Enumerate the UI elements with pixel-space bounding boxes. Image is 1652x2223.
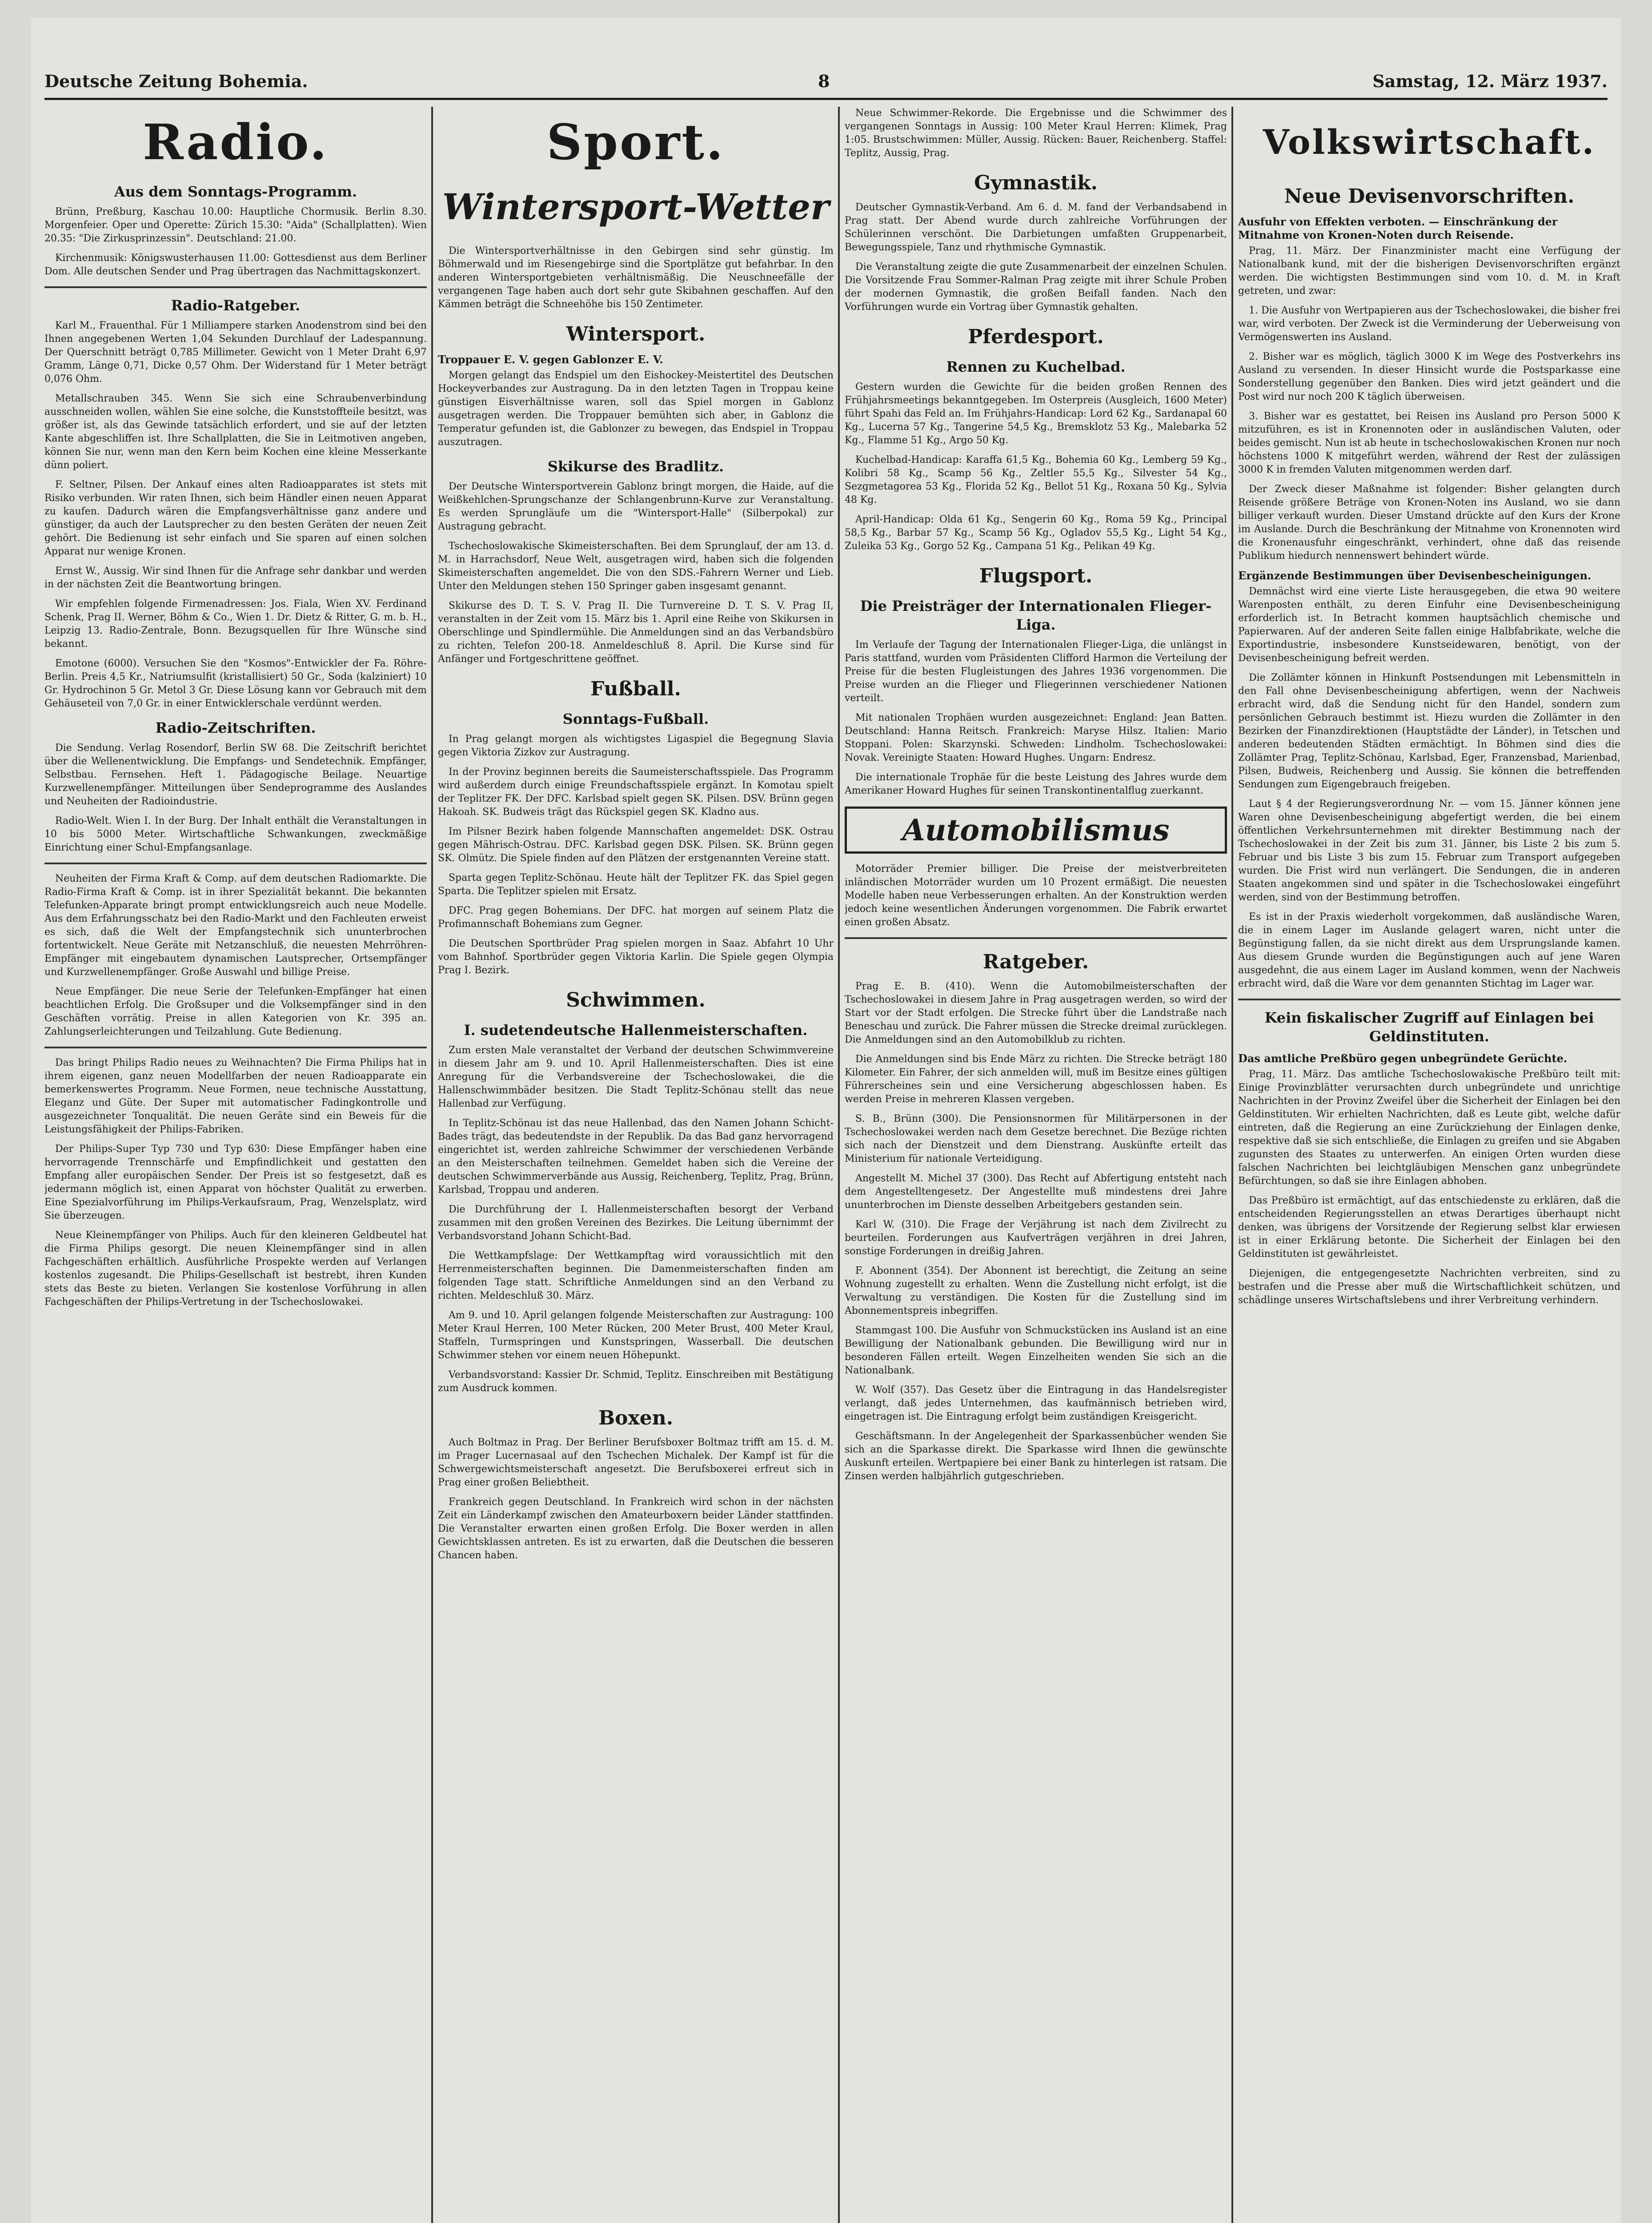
heading-kuchelbad-races: Rennen zu Kuchelbad. — [946, 358, 1126, 375]
article-text: Die internationale Trophäe für die beste Leistung des Jahres wurde dem Amerikaner Howard Hughes für seinen Transkontinentalflug zuerkannt. — [845, 772, 1227, 796]
heading-flyer-league: Die Preisträger der Internationalen Flieger-Liga. — [860, 598, 1212, 633]
article-text: Angestellt M. Michel 37 (300). Das Recht auf Abfertigung entsteht nach dem Angestelltengesetz. Der Angestellte muß mindestens drei Jahre ununterbrochen im Dienste desselben Arbeitgebers gestanden sein. — [845, 1173, 1227, 1211]
subheading-press-office: Das amtliche Preßbüro gegen unbegründete Gerüchte. — [1238, 1052, 1568, 1065]
heading-ski-courses: Skikurse des Bradlitz. — [547, 458, 724, 475]
heading-horse-sport: Pferdesport. — [968, 325, 1104, 348]
divider — [44, 863, 427, 864]
article-text: Der Zweck dieser Maßnahme ist folgender: Bisher gelangten durch Reisende größere Beträge von Kronen-Noten ins Ausland, wo sie dann billiger verkauft wurden. Dieser Umstand drückte auf den Kurs der Krone im Auslande. Durch die Beschränkung der Mitnahme von Kronennoten wird die Kronenausfuhr eingeschränkt, verhindert, ohne daß das reisende Publikum hiedurch nennenswert behindert würde. — [1238, 484, 1620, 562]
article-text: Stammgast 100. Die Ausfuhr von Schmuckstücken ins Ausland ist an eine Bewilligung der Nationalbank gebunden. Die Bewilligung wird nur in besonderen Fällen erteilt. Wegen Einzelheiten wenden Sie sich an die Nationalbank. — [845, 1325, 1227, 1376]
article-text: Prag E. B. (410). Wenn die Automobilmeisterschaften der Tschechoslowakei in diesem Jahre in Prag ausgetragen werden, so wird der Start vor der Stadt erfolgen. Die Strecke führt über die Landstraße nach Beneschau und zurück. Die Fahrer müssen die Strecke dreimal zurücklegen. Die Anmeldungen sind an den Automobilklub zu richten. — [845, 981, 1227, 1045]
article-text: Zum ersten Male veranstaltet der Verband der deutschen Schwimmvereine in diesem Jahr am 9. und 10. April Hallenmeisterschaften. Dies ist eine Anregung für die Verbandsvereine der Tschechoslowakei, die die Hallenschwimmbäder besitzen. Die Stadt Teplitz-Schönau stellt das neue Hallenbad zur Verfügung. — [438, 1045, 834, 1109]
article-text: Neuheiten der Firma Kraft & Comp. auf dem deutschen Radiomarkte. Die Radio-Firma Kraft & Comp. ist in ihrer Spezialität bekannt. Die bekannten Telefunken-Apparate bringt prompt entwicklungsreich auch neue Modelle. Aus dem Erfahrungsschatz bei den Radio-Markt und den Fachleuten erweist es sich, daß die Welt der Empfangstechnik sich ununterbrochen fortentwickelt. Neue Geräte mit Netzanschluß, die neuesten Mehrröhren-Empfänger mit eingebautem dynamischen Lautsprecher, Ortsempfänger und Kurzwellenempfänger. Große Auswahl und billige Preise. — [44, 873, 427, 978]
heading-winter-sport: Wintersport. — [566, 323, 706, 345]
article-text: Es ist in der Praxis wiederholt vorgekommen, daß ausländische Waren, die in einem Lager im Auslande gelagert waren, nicht unter die Begünstigung fallen, da sie nicht direkt aus dem Ursprungslande kamen. Aus diesem Grunde wurden die Begünstigungen auch auf jene Waren ausgedehnt, die aus einem Lager im Ausland kommen, wenn der Nachweis erbracht wird, daß die Ware vor dem genannten Stichtag im Lager war. — [1238, 911, 1620, 989]
column-rule — [838, 107, 840, 2223]
column-sport — [438, 107, 834, 2223]
divider — [44, 1047, 427, 1048]
article-text: Geschäftsmann. In der Angelegenheit der Sparkassenbücher wenden Sie sich an die Sparkasse direkt. Die Sparkasse wird Ihnen die gewünschte Auskunft erteilen. Wertpapiere bei einer Bank zu hinterlegen ist ratsam. Die Zinsen werden halbjährlich gutgeschrieben. — [845, 1431, 1227, 1482]
article-text: Wir empfehlen folgende Firmenadressen: Jos. Fiala, Wien XV. Ferdinand Schenk, Prag II. Werner, Böhm & Co., Wien 1. Dr. Dietz & Ritter, G. m. b. H., Leipzig 13. Radio-Zentrale, Bonn. Bezugsquellen für Ihre Wünsche sind bekannt. — [44, 598, 427, 650]
section-title-economy: Volkswirtschaft. — [1263, 122, 1596, 162]
header-page-number: 8 — [818, 71, 830, 91]
heading-sunday-football: Sonntags-Fußball. — [562, 710, 709, 727]
article-text: Die Durchführung der I. Hallenmeisterschaften besorgt der Verband zusammen mit den großen Vereinen des Bezirkes. Die Leitung übernimmt der Verbandsvorstand Johann Schicht-Bad. — [438, 1204, 834, 1242]
article-text: Die Veranstaltung zeigte die gute Zusammenarbeit der einzelnen Schulen. Die Vorsitzende Frau Sommer-Ralman Prag zeigte mit ihrer Schule Proben der modernen Gymnastik, die großen Beifall fanden. Nach den Vorführungen wurde ein Vortrag über Gymnastik gehalten. — [845, 261, 1227, 313]
heading-no-fiscal-access: Kein fiskalischer Zugriff auf Einlagen bei Geldinstituten. — [1264, 1009, 1594, 1045]
article-text: Neue Kleinempfänger von Philips. Auch für den kleineren Geldbeutel hat die Firma Philips gesorgt. Die neuen Kleinempfänger sind in allen Fachgeschäften erhältlich. Ausführliche Prospekte werden auf Verlangen kostenlos zugesandt. Die Philips-Gesellschaft ist bestrebt, ihren Kunden stets das Beste zu bieten. Verlangen Sie kostenlose Vorführung in allen Fachgeschäften der Philips-Vertretung in der Tschechoslowakei. — [44, 1230, 427, 1308]
article-text: Kirchenmusik: Königswusterhausen 11.00: Gottesdienst aus dem Berliner Dom. Alle deutschen Sender und Prag übertragen das Nachmittagskonzert. — [44, 253, 427, 277]
article-text: Sparta gegen Teplitz-Schönau. Heute hält der Teplitzer FK. das Spiel gegen Sparta. Die Teplitzer spielen mit Ersatz. — [438, 872, 834, 897]
article-text: DFC. Prag gegen Bohemians. Der DFC. hat morgen auf seinem Platz die Profimannschaft Bohemians zum Gegner. — [438, 905, 834, 930]
header-paper-name: Deutsche Zeitung Bohemia. — [44, 71, 308, 91]
article-text: Karl M., Frauenthal. Für 1 Milliampere starken Anodenstrom sind bei den Ihnen angegebenen Werten 1,04 Sekunden Durchlauf der Ladespannung. Der Querschnitt beträgt 0,785 Millimeter. Gewicht von 1 Meter Draht 6,97 Gramm, Länge 0,71, Dicke 0,57 Ohm. Der Widerstand für 1 Meter beträgt 0,076 Ohm. — [44, 320, 427, 385]
article-text: Prag, 11. März. Das amtliche Tschechoslowakische Preßbüro teilt mit: Einige Provinzblätter verursachten durch unbegründete und unrichtige Nachrichten in der Provinz Zweifel über die Sicherheit der Einlagen bei den Geldinstituten. Wir erhielten Nachrichten, daß es Leute gibt, welche dafür eintreten, daß die Regierung an eine Zurückziehung der Einlagen denke, respektive daß sie sich entschließe, die Einlagen zu greifen und sie Abgaben zugunsten des Staates zu unterwerfen. An einigen Orten wurden diese falschen Nachrichten bei leichtgläubigen Menschen ganz unbegründete Befürchtungen, so daß sie ihre Einlagen abhoben. — [1238, 1069, 1620, 1187]
article-text: In Prag gelangt morgen als wichtigstes Ligaspiel die Begegnung Slavia gegen Viktoria Zizkov zur Austragung. — [438, 734, 834, 758]
heading-winter-weather: Wintersport-Wetter — [442, 186, 830, 228]
article-text: Verbandsvorstand: Kassier Dr. Schmid, Teplitz. Einschreiben mit Bestätigung zum Ausdruck kommen. — [438, 1369, 834, 1394]
article-text: Im Pilsner Bezirk haben folgende Mannschaften angemeldet: DSK. Ostrau gegen Mährisch-Ostrau. DFC. Karlsbad gegen DSK. Pilsen. SK. Brünn gegen SK. Olmütz. Die Spiele finden auf den Plätzen der erstgenannten Vereine statt. — [438, 826, 834, 864]
article-text: Kuchelbad-Handicap: Karaffa 61,5 Kg., Bohemia 60 Kg., Lemberg 59 Kg., Kolibri 58 Kg., Scamp 56 Kg., Zeltler 55,5 Kg., Silvester 54 Kg., Sezgmetagorea 53 Kg., Florida 52 Kg., Bellot 51 Kg., Roxana 50 Kg., Sylvia 48 Kg. — [845, 454, 1227, 506]
article-text: Tschechoslowakische Skimeisterschaften. Bei dem Sprunglauf, der am 13. d. M. in Harrachsdorf, Neue Welt, ausgetragen wird, haben sich die folgenden Skimeisterschaften angemeldet. Die von den SDS.-Fahrern Werner und Lieb. Unter den Meldungen stehen 150 Springer gaben insgesamt genannt. — [438, 541, 834, 592]
heading-currency-rules: Neue Devisenvorschriften. — [1284, 185, 1575, 208]
heading-hall-championships: I. sudetendeutsche Hallenmeisterschaften. — [464, 1022, 808, 1039]
article-text: Ernst W., Aussig. Wir sind Ihnen für die Anfrage sehr dankbar und werden in der nächsten Zeit die Beantwortung bringen. — [44, 566, 427, 590]
running-header — [44, 67, 1608, 100]
heading-swimming: Schwimmen. — [566, 989, 706, 1011]
article-text: W. Wolf (357). Das Gesetz über die Eintragung in das Handelsregister verlangt, daß jedes Unternehmen, das kaufmännisch betrieben wird, eingetragen ist. Die Eintragung erfolgt beim zuständigen Kreisgericht. — [845, 1384, 1227, 1422]
article-text: Auch Boltmaz in Prag. Der Berliner Berufsboxer Boltmaz trifft am 15. d. M. im Prager Lucernasaal auf den Tschechen Michalek. Der Kampf ist für die Schwergewichtsmeisterschaft angesetzt. Die Berufsboxerei erfreut sich in Prag einer großen Beliebtheit. — [438, 1437, 834, 1488]
article-text: Die Sendung. Verlag Rosendorf, Berlin SW 68. Die Zeitschrift berichtet über die Wellenentwicklung. Die Empfangs- und Sendetechnik. Empfänger, Selbstbau. Fernsehen. Heft 1. Pädagogische Beilage. Neuartige Kurzwellenempfänger. Mitteilungen über Sendeprogramme des Auslandes und Neuheiten der Radioindustrie. — [44, 742, 427, 807]
column-rule — [431, 107, 433, 2223]
section-title-sport: Sport. — [546, 113, 725, 171]
header-date: Samstag, 12. März 1937. — [1372, 71, 1608, 91]
article-text: Der Deutsche Wintersportverein Gablonz bringt morgen, die Haide, auf die Weißkehlchen-Sprungschanze der Schlangenbrunn-Kurve zur Veranstaltung. Es werden Sprungläufe um die "Wintersport-Halle" (Silberpokal) zur Austragung gebracht. — [438, 481, 834, 532]
heading-automobilism: Automobilismus — [845, 807, 1227, 854]
divider — [845, 937, 1227, 939]
subheading-currency-rules: Ausfuhr von Effekten verboten. — Einschränkung der Mitnahme von Kronen-Noten durch Reisende. — [1238, 215, 1558, 241]
column-rule — [1231, 107, 1233, 2223]
heading-advisor: Ratgeber. — [982, 951, 1089, 973]
heading-radio-magazines: Radio-Zeitschriften. — [155, 719, 316, 736]
article-text: Diejenigen, die entgegengesetzte Nachrichten verbreiten, sind zu bestrafen und die Presse aber muß die Wirtschaftlichkeit schützen, und schädlinge unseres Wirtschaftslebens und ihrer Verbreitung verhindern. — [1238, 1268, 1620, 1306]
article-text: Frankreich gegen Deutschland. In Frankreich wird schon in der nächsten Zeit ein Länderkampf zwischen den Amateurboxern beider Länder stattfinden. Die Veranstalter erwarten einen großen Erfolg. Die Boxer werden in allen Gewichtsklassen antreten. Es ist zu erwarten, daß die Deutschen die besseren Chancen haben. — [438, 1497, 834, 1561]
heading-gymnastics: Gymnastik. — [974, 172, 1098, 194]
article-text: Skikurse des D. T. S. V. Prag II. Die Turnvereine D. T. S. V. Prag II, veranstalten in der Zeit vom 15. März bis 1. April eine Reihe von Skikursen in Oberschlinge und Spindlermühle. Die Anmeldungen sind an das Verbandsbüro zu richten, Telefon 200-18. Anmeldeschluß 8. April. Die Kurse sind für Anfänger und Fortgeschrittene geöffnet. — [438, 600, 834, 665]
article-text: Motorräder Premier billiger. Die Preise der meistverbreiteten inländischen Motorräder wurden um 10 Prozent ermäßigt. Die neuesten Modelle haben neue Verbesserungen erhalten. An der Konstruktion werden jedoch keine wesentlichen Änderungen vorgenommen. Die Fabrik erwartet einen großen Absatz. — [845, 863, 1227, 928]
article-text: 1. Die Ausfuhr von Wertpapieren aus der Tschechoslowakei, die bisher frei war, wird verboten. Der Zweck ist die Verminderung der Ueberweisung von Vermögenswerten ins Ausland. — [1238, 305, 1620, 343]
column-sport-continued — [845, 107, 1227, 2223]
newspaper-page — [31, 18, 1621, 2223]
heading-radio-advice: Radio-Ratgeber. — [171, 297, 301, 314]
article-text: Radio-Welt. Wien I. In der Burg. Der Inhalt enthält die Veranstaltungen in 10 bis 5000 Meter. Wirtschaftliche Schwankungen, zweckmäßige Einrichtung einer Schul-Empfangsanlage. — [44, 815, 427, 853]
article-text: F. Abonnent (354). Der Abonnent ist berechtigt, die Zeitung an seine Wohnung zugestellt zu erhalten. Wenn die Zustellung nicht erfolgt, ist die Verwaltung zu verständigen. Die Kosten für die Zustellung sind im Abonnementspreis inbegriffen. — [845, 1265, 1227, 1316]
article-text: Gestern wurden die Gewichte für die beiden großen Rennen des Frühjahrsmeetings bekanntgegeben. Im Osterpreis (Ausgleich, 1600 Meter) führt Spahi das Feld an. Im Frühjahrs-Handicap: Lord 62 Kg., Sardanapal 60 Kg., Lucerna 57 Kg., Tangerine 54,5 Kg., Bremsklotz 53 Kg., Malebarka 52 Kg., Flamme 51 Kg., Argo 50 Kg. — [845, 381, 1227, 446]
heading-supplementary-rules: Ergänzende Bestimmungen über Devisenbescheinigungen. — [1238, 569, 1592, 582]
article-text: In Teplitz-Schönau ist das neue Hallenbad, das den Namen Johann Schicht-Bades trägt, das bedeutendste in der Republik. Da das Bad ganz hervorragend eingerichtet ist, werden zahlreiche Schwimmer der verschiedenen Verbände an den Meisterschaften teilnehmen. Gemeldet haben sich die Vereine der deutschen Schwimmerverbände aus Aussig, Reichenberg, Teplitz, Prag, Brünn, Karlsbad, Troppau und anderen. — [438, 1118, 834, 1196]
article-text: Prag, 11. März. Der Finanzminister macht eine Verfügung der Nationalbank kund, mit der die bisherigen Devisenvorschriften ergänzt werden. Die wichtigsten Bestimmungen sind vom 10. d. M. in Kraft getreten, und zwar: — [1238, 245, 1620, 297]
article-text: Demnächst wird eine vierte Liste herausgegeben, die etwa 90 weitere Warenposten enthält, zu deren Einfuhr eine Devisenbescheinigung erforderlich ist. In Betracht kommen hauptsächlich chemische und Papierwaren. Auf der anderen Seite fallen einige Halbfabrikate, welche die Exportindustrie, insbesondere Kunstseidewaren, benötigt, von der Devisenbescheinigung befreit werden. — [1238, 586, 1620, 664]
article-text: Neue Schwimmer-Rekorde. Die Ergebnisse und die Schwimmer des vergangenen Sonntags in Aussig: 100 Meter Kraul Herren: Klimek, Prag 1:05. Brustschwimmen: Müller, Aussig. Rücken: Bauer, Reichenberg. Staffel: Teplitz, Aussig, Prag. — [845, 108, 1227, 159]
article-text: F. Seltner, Pilsen. Der Ankauf eines alten Radioapparates ist stets mit Risiko verbunden. Wir raten Ihnen, sich beim Händler einen neuen Apparat zu kaufen. Dadurch wären die Empfangsverhältnisse ganz andere und günstiger, da auch der Lautsprecher zu den besten Geräten der neuen Zeit gehört. Die Bedienung ist sehr einfach und Sie sparen auf einen solchen Apparat nur wenige Kronen. — [44, 479, 427, 557]
article-text: Die Wettkampfslage: Der Wettkampftag wird voraussichtlich mit den Herrenmeisterschaften beginnen. Die Damenmeisterschaften finden am folgenden Tage statt. Schriftliche Anmeldungen sind an den Verband zu richten. Meldeschluß 30. März. — [438, 1250, 834, 1301]
article-text: Karl W. (310). Die Frage der Verjährung ist nach dem Zivilrecht zu beurteilen. Forderungen aus Kaufverträgen verjähren in drei Jahren, sonstige Forderungen in dreißig Jahren. — [845, 1219, 1227, 1257]
article-text: Der Philips-Super Typ 730 und Typ 630: Diese Empfänger haben eine hervorragende Trennschärfe und Empfindlichkeit und gestatten den Empfang aller europäischen Sender. Der Preis ist so festgesetzt, daß es jedermann möglich ist, einen Apparat von höchster Qualität zu erwerben. Eine Spezialvorführung im Philips-Verkaufsraum, Prag, Wenzelsplatz, wird Sie überzeugen. — [44, 1144, 427, 1221]
article-text: Laut § 4 der Regierungsverordnung Nr. — vom 15. Jänner können jene Waren ohne Devisenbescheinigung abgefertigt werden, die bei einem öffentlichen Verkehrsunternehmen mit direkter Bestimmung nach der Tschechoslowakei in der Zeit bis zum 31. Jänner, bis Liste 2 bis zum 5. Februar und bis Liste 3 bis zum 15. Februar zum Transport aufgegeben wurden. Die Frist wird nun verlängert. Die Sendungen, die in anderen Staaten angekommen sind und später in die Tschechoslowakei eingeführt werden, sind von der Bestimmung betroffen. — [1238, 799, 1620, 903]
article-text: Am 9. und 10. April gelangen folgende Meisterschaften zur Austragung: 100 Meter Kraul Herren, 100 Meter Rücken, 200 Meter Brust, 400 Meter Kraul, Staffeln, Turmspringen und Kunstspringen, Wasserball. Die deutschen Schwimmer stehen vor einem neuen Höhepunkt. — [438, 1310, 834, 1361]
article-text: Im Verlaufe der Tagung der Internationalen Flieger-Liga, die unlängst in Paris stattfand, wurden vom Präsidenten Clifford Harmon die Verteilung der Preise für die besten Flugleistungen des Jahres 1936 vorgenommen. Die Preise wurden an die Flieger und Fliegerinnen verschiedener Nationen verteilt. — [845, 639, 1227, 704]
article-text: Mit nationalen Trophäen wurden ausgezeichnet: England: Jean Batten. Deutschland: Hanna Reitsch. Frankreich: Maryse Hilsz. Italien: Mario Stoppani. Polen: Skarzynski. Schweden: Lindholm. Tschechoslowakei: Novak. Vereinigte Staaten: Howard Hughes. Ungarn: Endresz. — [845, 712, 1227, 763]
article-text: Die Zollämter können in Hinkunft Postsendungen mit Lebensmitteln in den Fall ohne Devisenbescheinigung abfertigen, wenn der Nachweis erbracht wird, daß die Sendung nicht für den Handel, sondern zum persönlichen Gebrauch bestimmt ist. Hiezu wurden die Zollämter in den Bezirken der Finanzdirektionen (Hauptstädte der Länder), in Tetschen und anderen bedeutenden Städten ermächtigt. In Böhmen sind dies die Zollämter Prag, Teplitz-Schönau, Karlsbad, Eger, Franzensbad, Marienbad, Pilsen, Budweis, Reichenberg und Aussig. Sie können die betreffenden Sendungen zum Eigengebrauch freigeben. — [1238, 672, 1620, 790]
article-text: Emotone (6000). Versuchen Sie den "Kosmos"-Entwickler der Fa. Röhre-Berlin. Preis 4,5 Kr., Natriumsulfit (kristallisiert) 50 Gr., Soda (kalziniert) 10 Gr. Hydrochinon 5 Gr. Metol 3 Gr. Diese Lösung kann vor Gebrauch mit dem Gehäuseteil von 7,0 Gr. in einer Entwicklerschale verdünnt werden. — [44, 658, 427, 709]
article-text: Brünn, Preßburg, Kaschau 10.00: Hauptliche Chormusik. Berlin 8.30. Morgenfeier. Oper und Operette: Zürich 15.30: "Aida" (Schallplatten). Wien 20.35: "Die Zirkusprinzessin". Deutschland: 21.00. — [44, 206, 427, 244]
column-radio — [44, 107, 427, 2223]
article-text: Metallschrauben 345. Wenn Sie sich eine Schraubenverbindung ausschneiden wollen, wählen Sie eine solche, die Kunststoffteile besitzt, was größer ist, als das Gewinde tatsächlich erfordert, und sie auf der letzten Kante abgeschliffen ist. Ihre Schallplatten, die Sie in Leitmotiven angeben, können Sie nur, wenn man den Kern beim Kochen eine kleine Messerkante dünn poliert. — [44, 393, 427, 471]
article-text: 3. Bisher war es gestattet, bei Reisen ins Ausland pro Person 5000 K mitzuführen, es ist in Kronennoten oder in ausländischen Valuten, oder beides gemischt. Nun ist ab heute in tschechoslowakischen Kronen nur noch höchstens 1000 K mitgeführt werden, während der Rest der zulässigen 3000 K in fremden Valuten mitgenommen werden darf. — [1238, 411, 1620, 475]
heading-flying: Flugsport. — [979, 565, 1093, 587]
article-text: April-Handicap: Olda 61 Kg., Sengerin 60 Kg., Roma 59 Kg., Principal 58,5 Kg., Barbar 57 Kg., Scamp 56 Kg., Ogladov 55,5 Kg., Light 54 Kg., Zuleika 53 Kg., Gorgo 52 Kg., Campana 51 Kg., Pelikan 49 Kg. — [845, 514, 1227, 552]
column-economy — [1238, 107, 1620, 2223]
heading-match: Troppauer E. V. gegen Gablonzer E. V. — [438, 353, 663, 366]
divider — [44, 286, 427, 288]
divider — [1238, 999, 1620, 1000]
article-text: Das bringt Philips Radio neues zu Weihnachten? Die Firma Philips hat in ihrem eigenen, ganz neuen Modellfarben der neuen Radioapparate ein bemerkenswertes Programm. Neue Formen, neue technische Ausstattung, Eleganz und Güte. Der Super mit automatischer Fadingkontrolle und ausgezeichneter Tonqualität. Die neuen Geräte sind ein Beweis für die Leistungsfähigkeit der Philips-Fabriken. — [44, 1057, 427, 1135]
heading-sunday-program: Aus dem Sonntags-Programm. — [114, 183, 357, 200]
article-text: In der Provinz beginnen bereits die Saumeisterschaftsspiele. Das Programm wird außerdem durch einige Freundschaftsspiele ergänzt. In Komotau spielt der Teplitzer FK. Der DFC. Karlsbad spielt gegen SK. Pilsen. DSV. Brünn gegen Hakoah. SK. Budweis trägt das Rückspiel gegen SK. Kladno aus. — [438, 766, 834, 818]
article-text: Die Deutschen Sportbrüder Prag spielen morgen in Saaz. Abfahrt 10 Uhr vom Bahnhof. Sportbrüder gegen Viktoria Karlin. Die Spiele gegen Olympia Prag I. Bezirk. — [438, 938, 834, 976]
article-text: Morgen gelangt das Endspiel um den Eishockey-Meistertitel des Deutschen Hockeyverbandes zur Austragung. Da in den letzten Tagen in Troppau keine günstigen Eisverhältnisse waren, soll das Spiel morgen in Gablonz ausgetragen werden. Die Troppauer bemühten sich aber, in Gablonz die Temperatur gefunden ist, die Gablonzer zu bewegen, das Endspiel in Troppau auszutragen. — [438, 370, 834, 448]
heading-boxing: Boxen. — [598, 1407, 674, 1429]
article-text: 2. Bisher war es möglich, täglich 3000 K im Wege des Postverkehrs ins Ausland zu versenden. In dieser Hinsicht wurde die Postsparkasse eine Sonderstellung gegenüber den Banken. Dies wird jetzt geändert und die Post wird nur noch 200 K täglich überweisen. — [1238, 351, 1620, 402]
article-text: S. B., Brünn (300). Die Pensionsnormen für Militärpersonen in der Tschechoslowakei werden nach dem Gesetze berechnet. Die Bezüge richten sich nach der Dienstzeit und dem Dienstrang. Auskünfte erteilt das Ministerium für nationale Verteidigung. — [845, 1113, 1227, 1164]
article-text: Die Anmeldungen sind bis Ende März zu richten. Die Strecke beträgt 180 Kilometer. Ein Fahrer, der sich anmelden will, muß im Besitze eines gültigen Führerscheines sein und eine Versicherung abgeschlossen haben. Es werden Preise in mehreren Klassen vergeben. — [845, 1054, 1227, 1105]
section-title-radio: Radio. — [143, 113, 329, 171]
article-text: Das Preßbüro ist ermächtigt, auf das entschiedenste zu erklären, daß die entscheidenden Regierungsstellen an etwas Derartiges überhaupt nicht denken, was übrigens der Vorsitzende der Regierung selbst klar erwiesen ist in einer Erklärung betonte. Die Sicherheit der Einlagen bei den Geldinstituten ist gewährleistet. — [1238, 1195, 1620, 1260]
article-text: Deutscher Gymnastik-Verband. Am 6. d. M. fand der Verbandsabend in Prag statt. Der Abend wurde durch zahlreiche Vorführungen der Schülerinnen verschönt. Die Darbietungen umfaßten Gruppenarbeit, Bewegungsspiele, Tanz und rhythmische Gymnastik. — [845, 202, 1227, 253]
article-text: Neue Empfänger. Die neue Serie der Telefunken-Empfänger hat einen beachtlichen Erfolg. Die Großsuper und die Volksempfänger sind in den Geschäften vorrätig. Preise in allen Kategorien von Kr. 395 an. Zahlungserleichterungen und Teilzahlung. Gute Bedienung. — [44, 986, 427, 1037]
heading-football: Fußball. — [590, 678, 681, 700]
article-text: Die Wintersportverhältnisse in den Gebirgen sind sehr günstig. Im Böhmerwald und im Riesengebirge sind die Sportplätze gut befahrbar. In den anderen Wintersportgebieten verhältnismäßig. Die Neuschneefälle der vergangenen Tage haben auch dort sehr gute Skibahnen geschaffen. Auf den Kämmen beträgt die Schneehöhe bis 150 Zentimeter. — [438, 245, 834, 310]
